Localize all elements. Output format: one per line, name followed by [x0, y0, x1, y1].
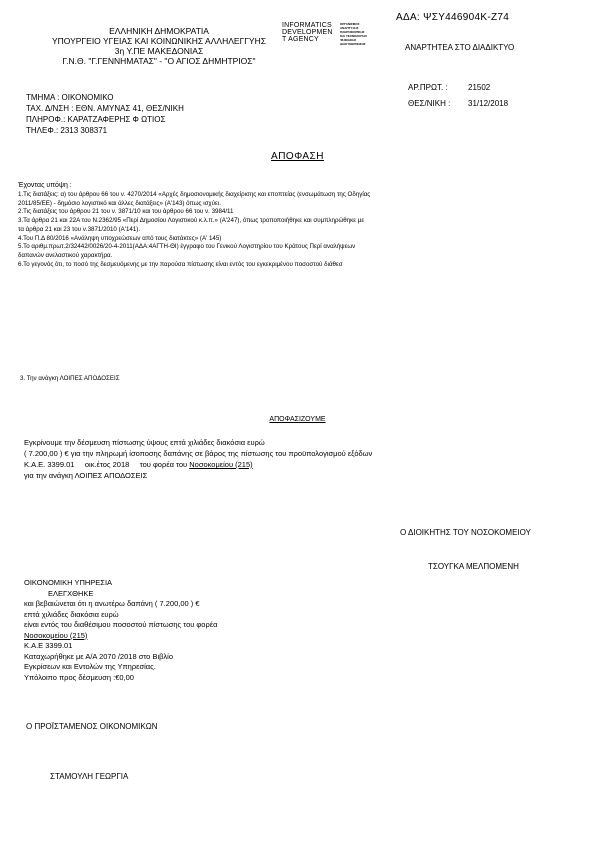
approval-line-amount: Εγκρίνουμε την δέσμευση πίστωσης ύψους επτά χιλιάδες διακόσια ευρώ — [24, 438, 265, 447]
fiscal-year: οικ.έτος 2018 — [84, 460, 130, 469]
org-line-hospital: Γ.Ν.Θ. "Γ.ΓΕΝΝΗΜΑΤΑΣ" - "Ο ΑΓΙΟΣ ΔΗΜΗΤΡΙΟΣ" — [62, 56, 256, 66]
logo-text-line: DEVELOPMEN — [282, 29, 333, 36]
need-line: 3. Την ανάγκη ΛΟΙΠΕΣ ΑΠΟΔΟΣΕΙΣ — [20, 375, 120, 382]
recital-line: 5.Το αριθμ.πρωτ.2/32442/0026/20-4-2011(ΑΔΑ:4ΑΓΤΗ-ΘΙ) έγγραφο του Γενικού Λογιστηρίου του Κράτους Περί αναλήψεων — [18, 243, 356, 251]
reference-block — [408, 80, 509, 112]
approval-line-need: για την ανάγκη ΛΟΙΠΕΣ ΑΠΟΔΟΣΕΙΣ — [24, 471, 148, 480]
recital-line: 1.Τις διατάξεις: α) του άρθρου 66 του ν. 4270/2014 «Αρχές δημοσιονομικής διαχείρισης και εποπτείας (ενσωμάτωση της Οδηγίας — [18, 191, 371, 198]
logo-text-line: INFORMATICS — [282, 22, 332, 29]
approval-block — [24, 437, 372, 481]
approval-line-kae — [24, 459, 372, 470]
publish-note: ΑΝΑΡΤΗΤΕΑ ΣΤΟ ΔΙΑΔΙΚΤΥΟ — [405, 43, 515, 52]
organization-header — [30, 26, 288, 66]
finance-head-name: ΣΤΑΜΟΥΛΗ ΓΕΩΡΓΙΑ — [50, 772, 129, 781]
finance-head-title: Ο ΠΡΟΪΣΤΑΜΕΝΟΣ ΟΙΚΟΝΟΜΙΚΩΝ — [26, 722, 158, 731]
protocol-row — [408, 80, 491, 96]
logo-small-line: ΟΡΓΑΝΙΣΜΟΣ — [340, 22, 360, 26]
finance-amount-words: επτά χιλιάδες διακόσια ευρώ — [24, 609, 119, 619]
decision-heading-text: ΑΠΟΦΑΣΙΖΟΥΜΕ — [269, 416, 326, 423]
logo-small-line: ΔΙΑΚΥΒΕΡΝΗΣΗΣ — [340, 42, 366, 46]
checked-label: ΕΛΕΓΧΘΗΚΕ — [48, 588, 94, 598]
recitals-intro: Έχοντας υπόψη : — [18, 182, 72, 189]
ida-logo — [282, 22, 368, 46]
recital-line: 4.Του Π.Δ 80/2016 «Ανάληψη υποχρεώσεων από τους διατάκτες» (Α' 145) — [18, 234, 222, 242]
org-line-ministry: ΥΠΟΥΡΓΕΙΟ ΥΓΕΙΑΣ ΚΑΙ ΚΟΙΝΩΝΙΚΗΣ ΑΛΛΗΛΕΓΓΥΗΣ — [51, 36, 266, 46]
address-line: ΤΑΧ. Δ/ΝΣΗ : ΕΘΝ. ΑΜΥΝΑΣ 41, ΘΕΣ/ΝΙΚΗ — [26, 104, 184, 113]
org-line-region: 3η Υ.ΠΕ ΜΑΚΕΔΟΝΙΑΣ — [114, 46, 204, 56]
kae-code: Κ.Α.Ε. 3399.01 — [24, 460, 75, 469]
logo-small-line: ΚΑΙ ΤΕΧΝΟΛΟΓΙΑΣ — [340, 34, 368, 38]
recital-line: τα άρθρα 21 και 23 του ν.3871/2010 (Α'141). — [18, 225, 141, 233]
contact-line: ΠΛΗΡΟΦ.: ΚΑΡΑΤΖΑΦΕΡΗΣ Φ ΩΤΙΟΣ — [26, 115, 166, 124]
logo-small-line: ΨΗΦΙΑΚΗΣ — [340, 38, 357, 42]
protocol-number: 21502 — [468, 83, 491, 92]
finance-hospital: Νοσοκομείου (215) — [24, 630, 88, 640]
finance-book: Εγκρίσεων και Εντολών της Υπηρεσίας. — [24, 662, 156, 671]
recitals-block — [18, 180, 370, 269]
document-title-text: ΑΠΟΦΑΣΗ — [271, 151, 324, 162]
recital-line: 2.Τις διατάξεις του άρθρου 21 του ν. 3871/10 και του άρθρου 66 του ν. 3984/11 — [18, 208, 234, 216]
finance-within: είναι εντός του διαθέσιμου ποσοστού πίστωσης του φορέα — [24, 620, 218, 629]
department-line: ΤΜΗΜΑ : ΟΙΚΟΝΟΜΙΚΟ — [26, 93, 114, 102]
director-name: ΤΣΟΥΓΚΑ ΜΕΛΠΟΜΕΝΗ — [428, 562, 519, 571]
finance-kae: Κ.Α.Ε 3399.01 — [24, 641, 73, 650]
hospital-code: Νοσοκομείου (215) — [189, 460, 253, 469]
protocol-label: ΑΡ.ΠΡΩΤ. : — [408, 83, 448, 92]
finance-remaining: Υπόλοιπο προς δέσμευση :€0,00 — [24, 672, 134, 682]
logo-small-line: ΠΛΗΡΟΦΟΡΙΚΗΣ — [340, 30, 365, 34]
finance-confirm: και βεβαιώνεται ότι η ανωτέρω δαπάνη ( 7.200,00 ) € — [24, 599, 200, 608]
logo-small-line: ΑΝΑΠΤΥΞΗΣ — [340, 26, 359, 30]
decision-heading — [0, 416, 595, 423]
finance-service: ΟΙΚΟΝΟΜΙΚΗ ΥΠΗΡΕΣΙΑ — [24, 578, 113, 587]
recital-line: 6.Το γεγονός ότι, το ποσό της δεσμευόμενης με την παρούσα πίστωσης είναι εντός του εγκεκριμένου ποσοστού διάθεσ — [18, 260, 343, 268]
recital-line: 3.Τα άρθρα 21 και 22Α του Ν.2362/95 «Περί Δημοσίου Λογιστικού κ.λ.π.» (Α'247), όπως τροποποιήθηκε και συμπληρώθηκε με — [18, 217, 365, 225]
finance-block — [24, 578, 217, 683]
department-block — [26, 92, 184, 136]
approval-line-payment: ( 7.200,00 ) € για την πληρωμή ίσοποσης δαπάνης σε βάρος της πίστωσης του προϋπολογισμού εξόδων — [24, 449, 373, 458]
logo-greek-text — [340, 22, 392, 46]
recital-line: 2011/85/ΕΕ) - δημόσιο λογιστικό και άλλες διατάξεις» (Α'143) όπως ισχύει. — [18, 199, 221, 207]
date-row — [408, 96, 509, 112]
document-date: 31/12/2018 — [468, 99, 509, 108]
finance-registered: Καταχωρήθηκε με Α/Α 2070 /2018 στο Βιβλίο — [24, 651, 174, 661]
logo-text-line: T AGENCY — [282, 36, 319, 43]
date-label: ΘΕΣ/ΝΙΚΗ : — [408, 99, 451, 108]
body-label: του φορέα του — [139, 460, 188, 469]
phone-line: ΤΗΛΕΦ.: 2313 308371 — [26, 126, 108, 135]
ada-code: ΑΔΑ: ΨΣΥ446904Κ-Ζ74 — [396, 12, 510, 23]
document-title — [0, 151, 595, 162]
director-title: Ο ΔΙΟΙΚΗΤΗΣ ΤΟΥ ΝΟΣΟΚΟΜΕΙΟΥ — [400, 528, 531, 537]
org-line-republic: ΕΛΛΗΝΙΚΗ ΔΗΜΟΚΡΑΤΙΑ — [109, 26, 209, 36]
recital-line: δαπανών ανελαστικού χαρακτήρα. — [18, 251, 113, 259]
